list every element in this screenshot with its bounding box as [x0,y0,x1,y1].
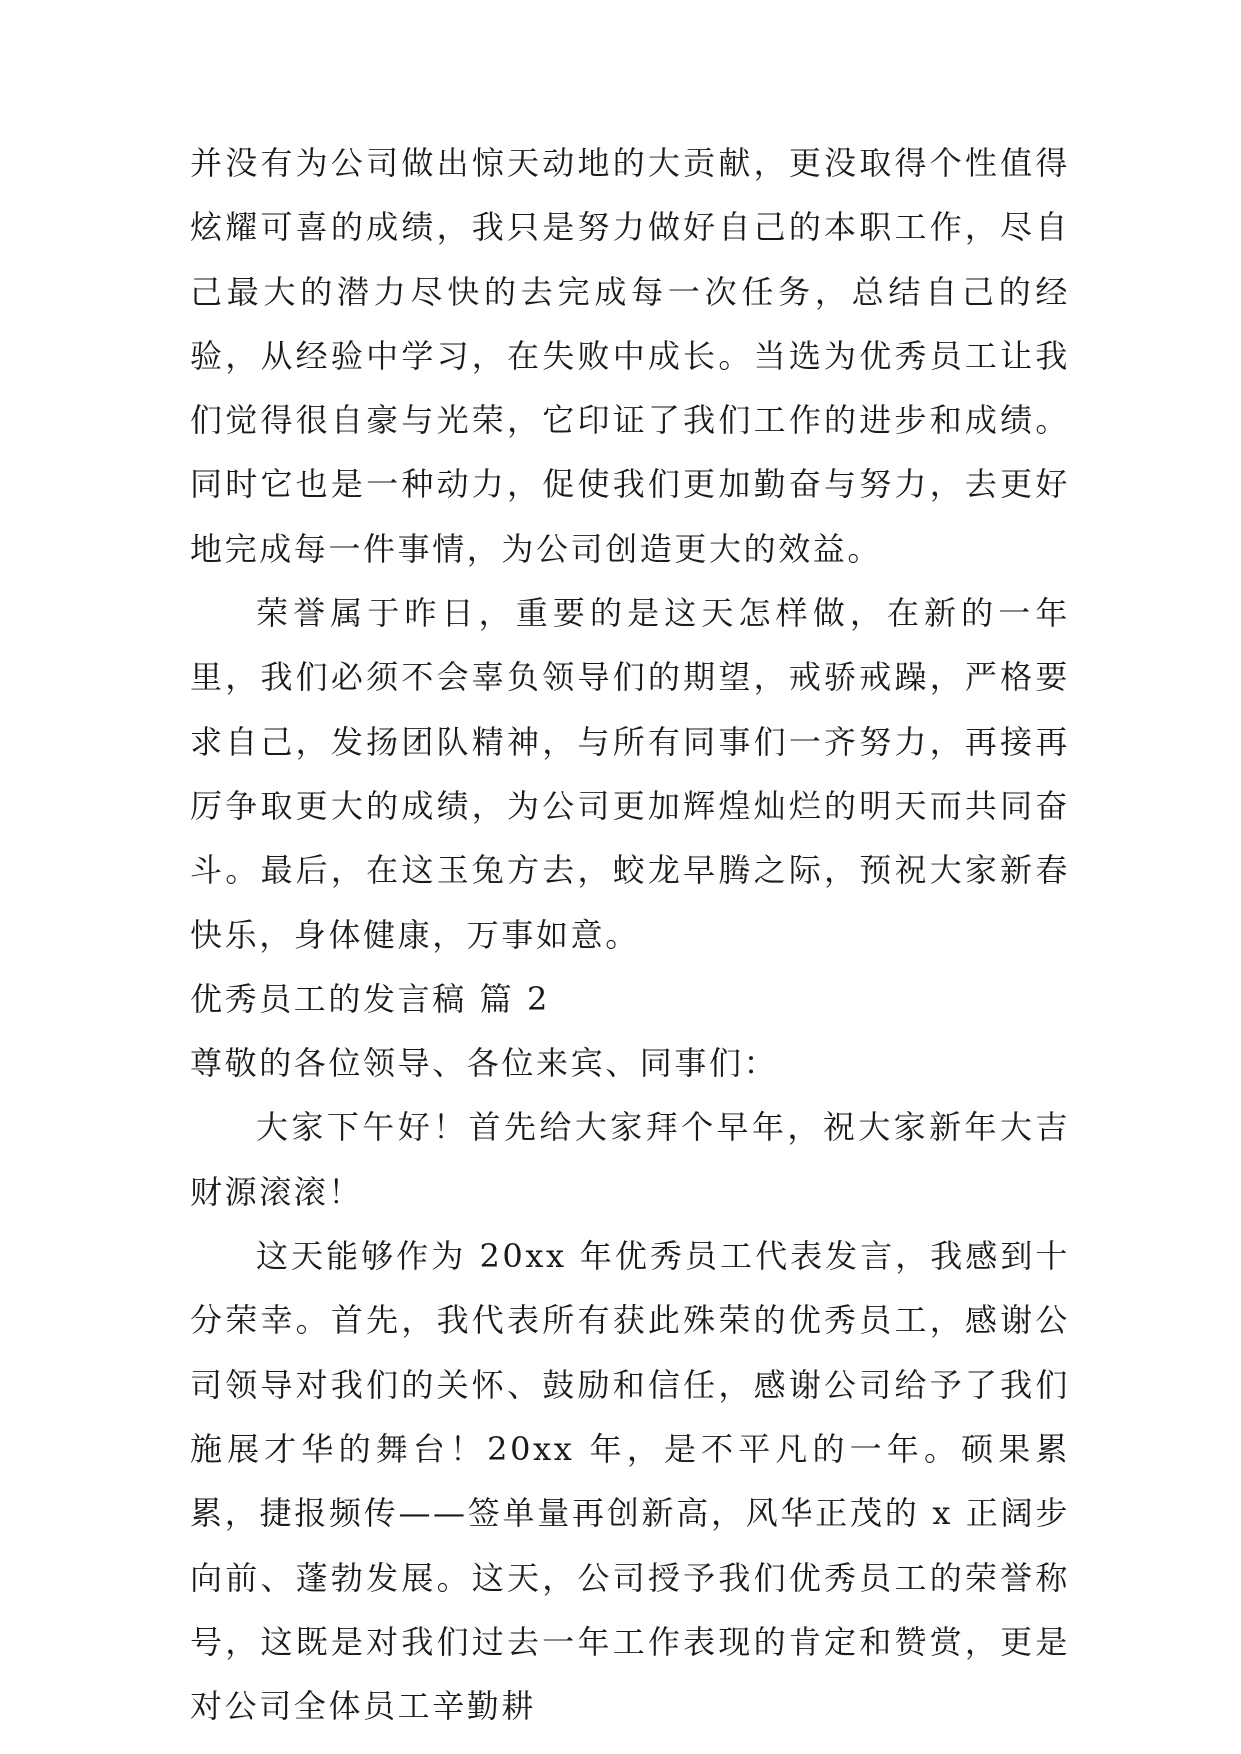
paragraph-4: 这天能够作为 20xx 年优秀员工代表发言，我感到十分荣幸。首先，我代表所有获此殊荣的优秀员工，感谢公司领导对我们的关怀、鼓励和信任，感谢公司给予了我们施展才华的舞台！20xx 年，是不平凡的一年。硕果累累，捷报频传——签单量再创新高，风华正茂的 x 正阔步向前、蓬勃发展。这天，公司授予我们优秀员工的荣誉称号，这既是对我们过去一年工作表现的肯定和赞赏，更是对公司全体员工辛勤耕 [190,1237,1070,1726]
document-body [190,131,1070,1738]
salutation: 尊敬的各位领导、各位来宾、同事们： [190,1044,779,1083]
paragraph-3: 大家下午好！首先给大家拜个早年，祝大家新年大吉财源滚滚！ [190,1108,1070,1211]
section-heading: 优秀员工的发言稿 篇 2 [190,979,550,1018]
paragraph-1: 并没有为公司做出惊天动地的大贡献，更没取得个性值得炫耀可喜的成绩，我只是努力做好自己的本职工作，尽自己最大的潜力尽快的去完成每一次任务，总结自己的经验，从经验中学习，在失败中成长。当选为优秀员工让我们觉得很自豪与光荣，它印证了我们工作的进步和成绩。同时它也是一种动力，促使我们更加勤奋与努力，去更好地完成每一件事情，为公司创造更大的效益。 [190,144,1070,568]
paragraph-2: 荣誉属于昨日，重要的是这天怎样做，在新的一年里，我们必须不会辜负领导们的期望，戒骄戒躁，严格要求自己，发扬团队精神，与所有同事们一齐努力，再接再厉争取更大的成绩，为公司更加辉煌灿烂的明天而共同奋斗。最后，在这玉兔方去，蛟龙早腾之际，预祝大家新春快乐，身体健康，万事如意。 [190,594,1070,954]
